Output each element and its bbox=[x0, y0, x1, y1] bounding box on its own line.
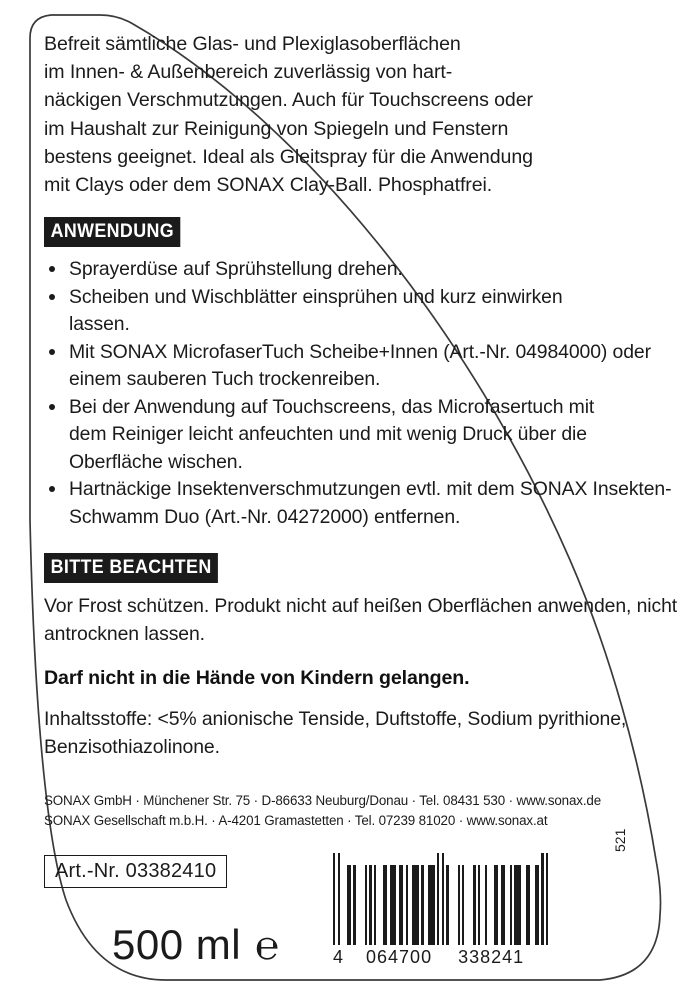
barcode-digits-left: 064700 bbox=[366, 947, 433, 967]
bullet-icon bbox=[49, 294, 55, 300]
bullet-icon bbox=[49, 404, 55, 410]
list-item bbox=[44, 256, 636, 284]
step-line: Sprayerdüse auf Sprühstellung drehen. bbox=[69, 258, 403, 281]
intro-line: im Innen- & Außenbereich zuverlässig von hart- bbox=[44, 61, 453, 84]
barcode-digits bbox=[333, 947, 596, 967]
list-item bbox=[44, 476, 672, 531]
step-line: Mit SONAX MicrofaserTuch Scheibe+Innen (Art.-Nr. 04984000) oder bbox=[69, 340, 651, 363]
section-heading-notice: BITTE BEACHTEN bbox=[44, 553, 218, 583]
step-line: Schwamm Duo (Art.-Nr. 04272000) entfernen. bbox=[69, 505, 461, 528]
intro-line: im Haushalt zur Reinigung von Spiegeln und Fenstern bbox=[44, 117, 509, 140]
company-address bbox=[44, 791, 636, 830]
barcode-digits-right: 338241 bbox=[458, 947, 525, 967]
bullet-icon bbox=[49, 266, 55, 272]
barcode bbox=[333, 853, 596, 967]
step-line: Bei der Anwendung auf Touchscreens, das Microfasertuch mit bbox=[69, 395, 595, 418]
list-item bbox=[44, 339, 651, 394]
ingredients-paragraph bbox=[44, 706, 636, 761]
step-line: Hartnäckige Insektenverschmutzungen evtl. mit dem SONAX Insekten- bbox=[69, 478, 672, 501]
volume-marking bbox=[112, 922, 280, 969]
company-line: SONAX GmbH · Münchener Str. 75 · D-86633 Neuburg/Donau · Tel. 08431 530 · www.sonax.de bbox=[44, 793, 601, 809]
child-safety-warning: Darf nicht in die Hände von Kindern gelangen. bbox=[44, 667, 470, 690]
article-number-box: Art.-Nr. 03382410 bbox=[44, 855, 227, 888]
step-line: lassen. bbox=[69, 313, 130, 336]
bullet-icon bbox=[49, 349, 55, 355]
notice-line: antrocknen lassen. bbox=[44, 622, 205, 645]
step-line: einem sauberen Tuch trockenreiben. bbox=[69, 368, 381, 391]
intro-line: Befreit sämtliche Glas- und Plexiglasoberflächen bbox=[44, 33, 461, 55]
lot-code: 521 bbox=[612, 828, 628, 852]
intro-line: mit Clays oder dem SONAX Clay-Ball. Phosphatfrei. bbox=[44, 174, 493, 197]
barcode-bars bbox=[333, 853, 596, 945]
company-line: SONAX Gesellschaft m.b.H. · A-4201 Gramastetten · Tel. 07239 81020 · www.sonax.at bbox=[44, 812, 548, 828]
step-line: dem Reiniger leicht anfeuchten und mit wenig Druck über die bbox=[69, 423, 587, 446]
volume-value: 500 ml bbox=[112, 921, 242, 968]
intro-line: bestens geeignet. Ideal als Gleitspray für die Anwendung bbox=[44, 145, 533, 168]
usage-steps-list bbox=[44, 256, 672, 531]
list-item bbox=[44, 394, 595, 477]
label-content bbox=[44, 30, 677, 830]
section-heading-usage: ANWENDUNG bbox=[44, 217, 181, 247]
ingredients-line: Benzisothiazolinone. bbox=[44, 735, 220, 758]
intro-paragraph bbox=[44, 30, 533, 199]
barcode-digit-first: 4 bbox=[333, 947, 345, 967]
ingredients-line: Inhaltsstoffe: <5% anionische Tenside, Duftstoffe, Sodium pyrithione, bbox=[44, 708, 627, 731]
step-line: Oberfläche wischen. bbox=[69, 450, 243, 473]
notice-line: Vor Frost schützen. Produkt nicht auf heißen Oberflächen anwenden, nicht bbox=[44, 595, 677, 618]
bullet-icon bbox=[49, 486, 55, 492]
step-line: Scheiben und Wischblätter einsprühen und kurz einwirken bbox=[69, 285, 563, 308]
list-item bbox=[44, 284, 584, 339]
notice-paragraph bbox=[44, 593, 677, 648]
intro-line: näckigen Verschmutzungen. Auch für Touchscreens oder bbox=[44, 89, 533, 112]
estimated-sign-icon: ℮ bbox=[255, 923, 280, 968]
